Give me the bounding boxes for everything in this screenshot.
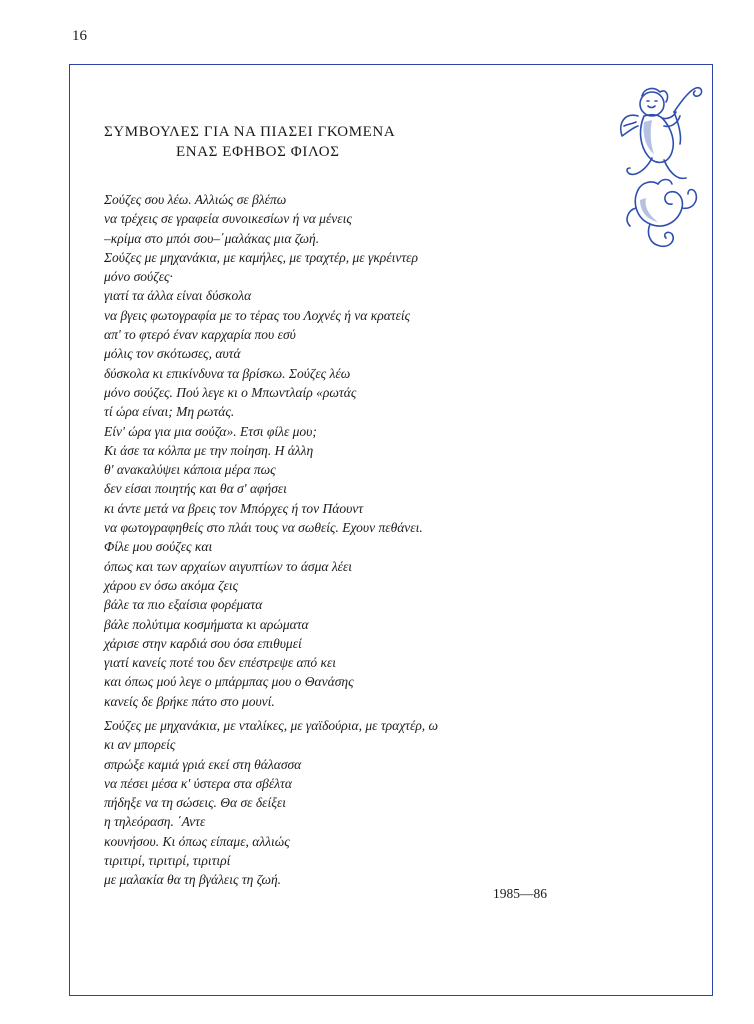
poem-line: τιριτιρί, τιριτιρί, τιριτιρί bbox=[104, 853, 231, 869]
poem-line: μόνο σούζες· bbox=[104, 269, 173, 285]
poem-line: απ' το φτερό έναν καρχαρία που εσύ bbox=[104, 327, 296, 343]
poem-line: χάρισε στην καρδιά σου όσα επιθυμεί bbox=[104, 635, 302, 651]
poem-line: κανείς δε βρήκε πάτο στο μουνί. bbox=[104, 693, 275, 709]
cherub-ornament-icon bbox=[612, 82, 708, 254]
poem-line: σπρώξε καμιά γριά εκεί στη θάλασσα bbox=[104, 756, 302, 772]
poem-line: δύσκολα κι επικίνδυνα τα βρίσκω. Σούζες λέω bbox=[104, 365, 351, 381]
poem-line: κι άντε μετά να βρεις τον Μπόρχες ή τον Πάουντ bbox=[104, 500, 364, 516]
poem-title-line-1: ΣΥΜΒΟΥΛΕΣ ΓΙΑ ΝΑ ΠΙΑΣΕΙ ΓΚΟΜΕΝΑ bbox=[104, 124, 396, 140]
poem-line: μόλις τον σκότωσες, αυτά bbox=[104, 346, 241, 362]
poem-date: 1985—86 bbox=[493, 886, 547, 901]
poem-line: κουνήσου. Κι όπως είπαμε, αλλιώς bbox=[104, 833, 290, 849]
poem-line: με μαλακία θα τη βγάλεις τη ζωή. bbox=[104, 872, 282, 888]
poem-title bbox=[104, 122, 395, 162]
poem-line: να φωτογραφηθείς στο πλάι τους να σωθείς. Εχουν πεθάνει. bbox=[104, 520, 423, 536]
poem-line: βάλε τα πιο εξαίσια φορέματα bbox=[104, 597, 263, 613]
poem-line: Φίλε μου σούζες και bbox=[104, 539, 213, 555]
poem-line: να πέσει μέσα κ' ύστερα στα σβέλτα bbox=[104, 775, 292, 791]
stanza-1 bbox=[104, 190, 423, 711]
poem-line: να βγεις φωτογραφία με το τέρας του Λοχνές ή να κρατείς bbox=[104, 307, 411, 323]
poem-line: και όπως μού λεγε ο μπάρμπας μου ο Θανάσης bbox=[104, 674, 354, 690]
poem-line: κι αν μπορείς bbox=[104, 737, 176, 753]
poem-line: Σούζες με μηχανάκια, με καμήλες, με τραχτέρ, με γκρέιντερ bbox=[104, 249, 418, 265]
poem-line: όπως και των αρχαίων αιγυπτίων το άσμα λέει bbox=[104, 558, 353, 574]
page-number: 16 bbox=[72, 28, 87, 44]
poem-line: –κρίμα στο μπόι σου–΄μαλάκας μια ζωή. bbox=[104, 230, 320, 246]
poem-line: τί ώρα είναι; Μη ρωτάς. bbox=[104, 404, 235, 420]
poem-line: η τηλεόραση. ΄Αντε bbox=[104, 814, 206, 830]
poem-line: χάρου εν όσω ακόμα ζεις bbox=[104, 577, 239, 593]
poem-line: πήδηξε να τη σώσεις. Θα σε δείξει bbox=[104, 795, 287, 811]
poem-line: Σούζες σου λέω. Αλλιώς σε βλέπω bbox=[104, 192, 287, 207]
poem-line: γιατί κανείς ποτέ του δεν επέστρεψε από κει bbox=[104, 655, 337, 671]
stanza-2 bbox=[104, 716, 438, 890]
poem-line: γιατί τα άλλα είναι δύσκολα bbox=[104, 288, 252, 304]
poem-line: Σούζες με μηχανάκια, με νταλίκες, με γαϊδούρια, με τραχτέρ, ω bbox=[104, 718, 439, 733]
poem-line: να τρέχεις σε γραφεία συνοικεσίων ή να μένεις bbox=[104, 211, 352, 227]
poem-line: μόνο σούζες. Πού λεγε κι ο Μπωντλαίρ «ρωτάς bbox=[104, 384, 357, 400]
poem-line: Είν' ώρα για μια σούζα». Ετσι φίλε μου; bbox=[104, 423, 317, 439]
poem-title-line-2: ΕΝΑΣ ΕΦΗΒΟΣ ΦΙΛΟΣ bbox=[176, 144, 340, 160]
poem-line: θ' ανακαλύψει κάποια μέρα πως bbox=[104, 462, 276, 478]
poem-line: Κι άσε τα κόλπα με την ποίηση. Η άλλη bbox=[104, 442, 314, 458]
poem-line: βάλε πολύτιμα κοσμήματα κι αρώματα bbox=[104, 616, 309, 632]
poem-line: δεν είσαι ποιητής και θα σ' αφήσει bbox=[104, 481, 287, 497]
